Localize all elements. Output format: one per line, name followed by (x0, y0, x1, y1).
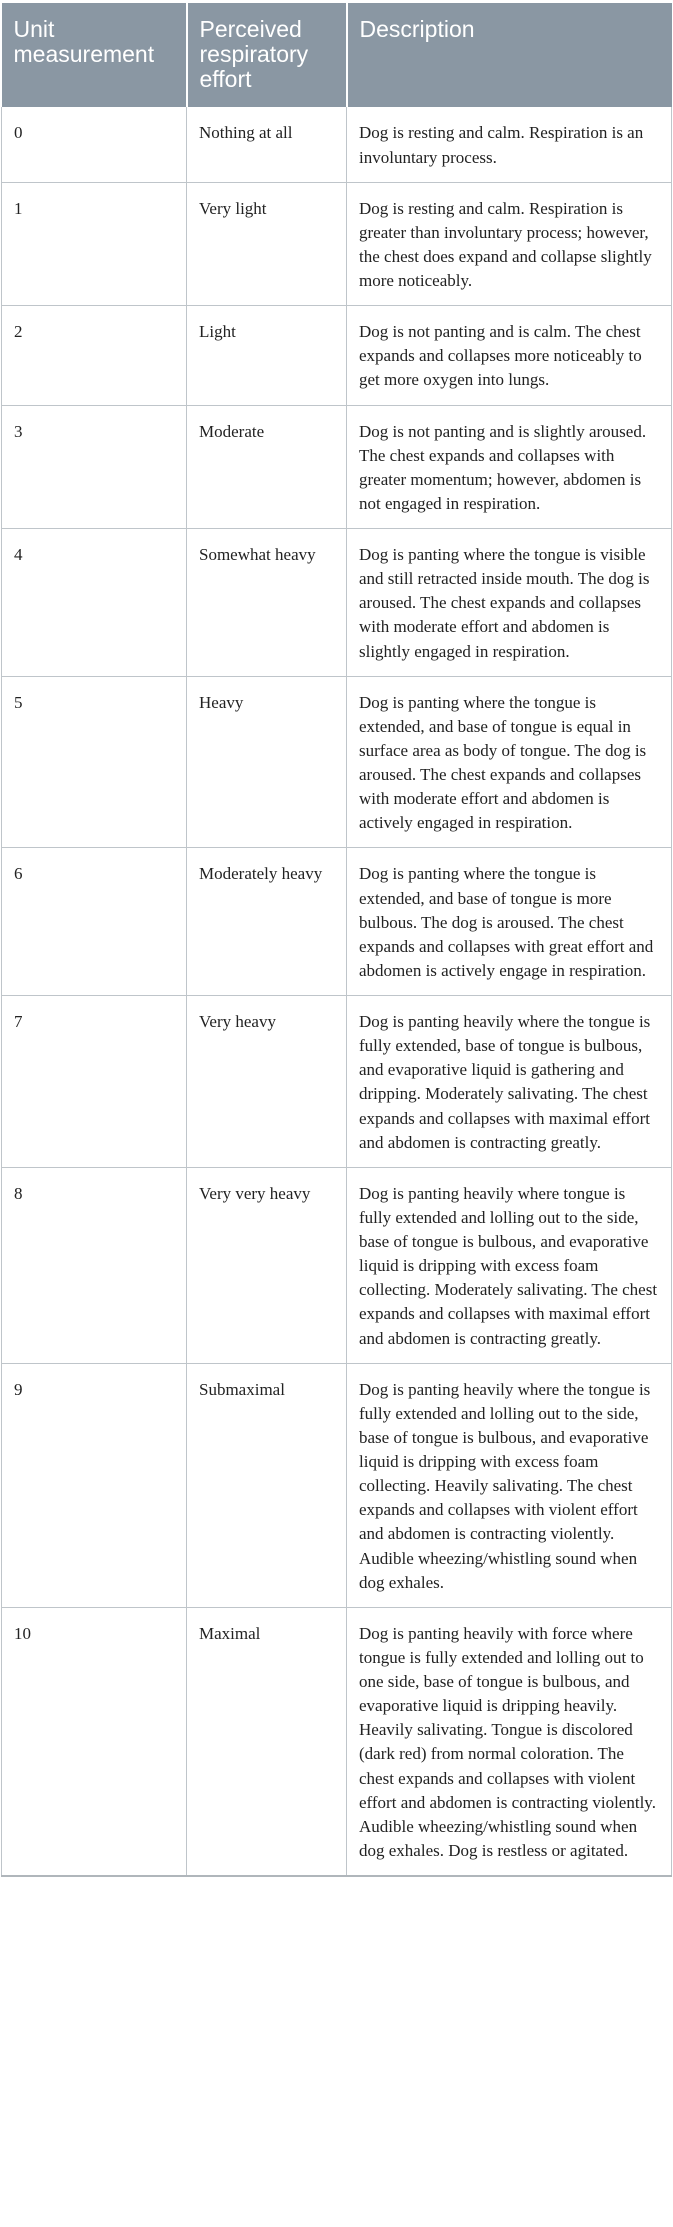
table-row (2, 1607, 672, 1876)
header-row (2, 3, 672, 107)
cell-effort: Very very heavy (187, 1167, 347, 1363)
cell-unit: 5 (2, 676, 187, 848)
cell-description: Dog is resting and calm. Respiration is an involuntary process. (347, 107, 672, 182)
cell-unit: 2 (2, 306, 187, 405)
cell-effort: Nothing at all (187, 107, 347, 182)
cell-effort: Moderately heavy (187, 848, 347, 996)
cell-effort: Submaximal (187, 1363, 347, 1607)
cell-effort: Somewhat heavy (187, 529, 347, 677)
cell-effort: Very heavy (187, 996, 347, 1168)
cell-unit: 1 (2, 182, 187, 306)
table-row (2, 405, 672, 529)
respiratory-effort-table (1, 3, 672, 1877)
table-row (2, 676, 672, 848)
table-row (2, 529, 672, 677)
table-row (2, 1363, 672, 1607)
header-perceived-effort: Perceived respiratory effort (187, 3, 347, 107)
cell-effort: Heavy (187, 676, 347, 848)
table-row (2, 107, 672, 182)
cell-description: Dog is not panting and is calm. The chest expands and collapses more noticeably to get more oxygen into lungs. (347, 306, 672, 405)
cell-description: Dog is panting heavily with force where tongue is fully extended and lolling out to one side, base of tongue is bulbous, and evaporative liquid is dripping heavily. Heavily salivating. Tongue is discolored (dark red) from normal coloration. The chest expands and collapses with violent effort and abdomen is contracting violently. Audible wheezing/whistling sound when dog exhales. Dog is restless or agitated. (347, 1607, 672, 1876)
cell-description: Dog is not panting and is slightly aroused. The chest expands and collapses with greater momentum; however, abdomen is not engaged in respiration. (347, 405, 672, 529)
table-body (2, 107, 672, 1876)
cell-description: Dog is panting where the tongue is extended, and base of tongue is equal in surface area as body of tongue. The dog is aroused. The chest expands and collapses with moderate effort and abdomen is actively engaged in respiration. (347, 676, 672, 848)
cell-unit: 3 (2, 405, 187, 529)
table-header (2, 3, 672, 107)
cell-unit: 4 (2, 529, 187, 677)
table-row (2, 306, 672, 405)
cell-description: Dog is panting heavily where the tongue is fully extended and lolling out to the side, base of tongue is bulbous, and evaporative liquid is dripping with excess foam collecting. Heavily salivating. The chest expands and collapses with violent effort and abdomen is contracting violently. Audible wheezing/whistling sound when dog exhales. (347, 1363, 672, 1607)
cell-unit: 9 (2, 1363, 187, 1607)
table-row (2, 848, 672, 996)
cell-effort: Maximal (187, 1607, 347, 1876)
cell-description: Dog is resting and calm. Respiration is greater than involuntary process; however, the chest does expand and collapse slightly more noticeably. (347, 182, 672, 306)
table-row (2, 1167, 672, 1363)
cell-description: Dog is panting heavily where tongue is fully extended and lolling out to the side, base of tongue is bulbous, and evaporative liquid is dripping with excess foam collecting. Moderately salivating. The chest expands and collapses with maximal effort and abdomen is contracting greatly. (347, 1167, 672, 1363)
cell-unit: 10 (2, 1607, 187, 1876)
header-unit-measurement: Unit measurement (2, 3, 187, 107)
table-row (2, 182, 672, 306)
cell-effort: Moderate (187, 405, 347, 529)
cell-unit: 7 (2, 996, 187, 1168)
cell-unit: 0 (2, 107, 187, 182)
cell-description: Dog is panting where the tongue is visible and still retracted inside mouth. The dog is aroused. The chest expands and collapses with moderate effort and abdomen is slightly engaged in respiration. (347, 529, 672, 677)
cell-unit: 6 (2, 848, 187, 996)
cell-effort: Very light (187, 182, 347, 306)
cell-unit: 8 (2, 1167, 187, 1363)
cell-description: Dog is panting heavily where the tongue is fully extended, base of tongue is bulbous, and evaporative liquid is gathering and dripping. Moderately salivating. The chest expands and collapses with maximal effort and abdomen is contracting greatly. (347, 996, 672, 1168)
table-row (2, 996, 672, 1168)
cell-description: Dog is panting where the tongue is extended, and base of tongue is more bulbous. The dog is aroused. The chest expands and collapses with great effort and abdomen is actively engage in respiration. (347, 848, 672, 996)
cell-effort: Light (187, 306, 347, 405)
header-description: Description (347, 3, 672, 107)
